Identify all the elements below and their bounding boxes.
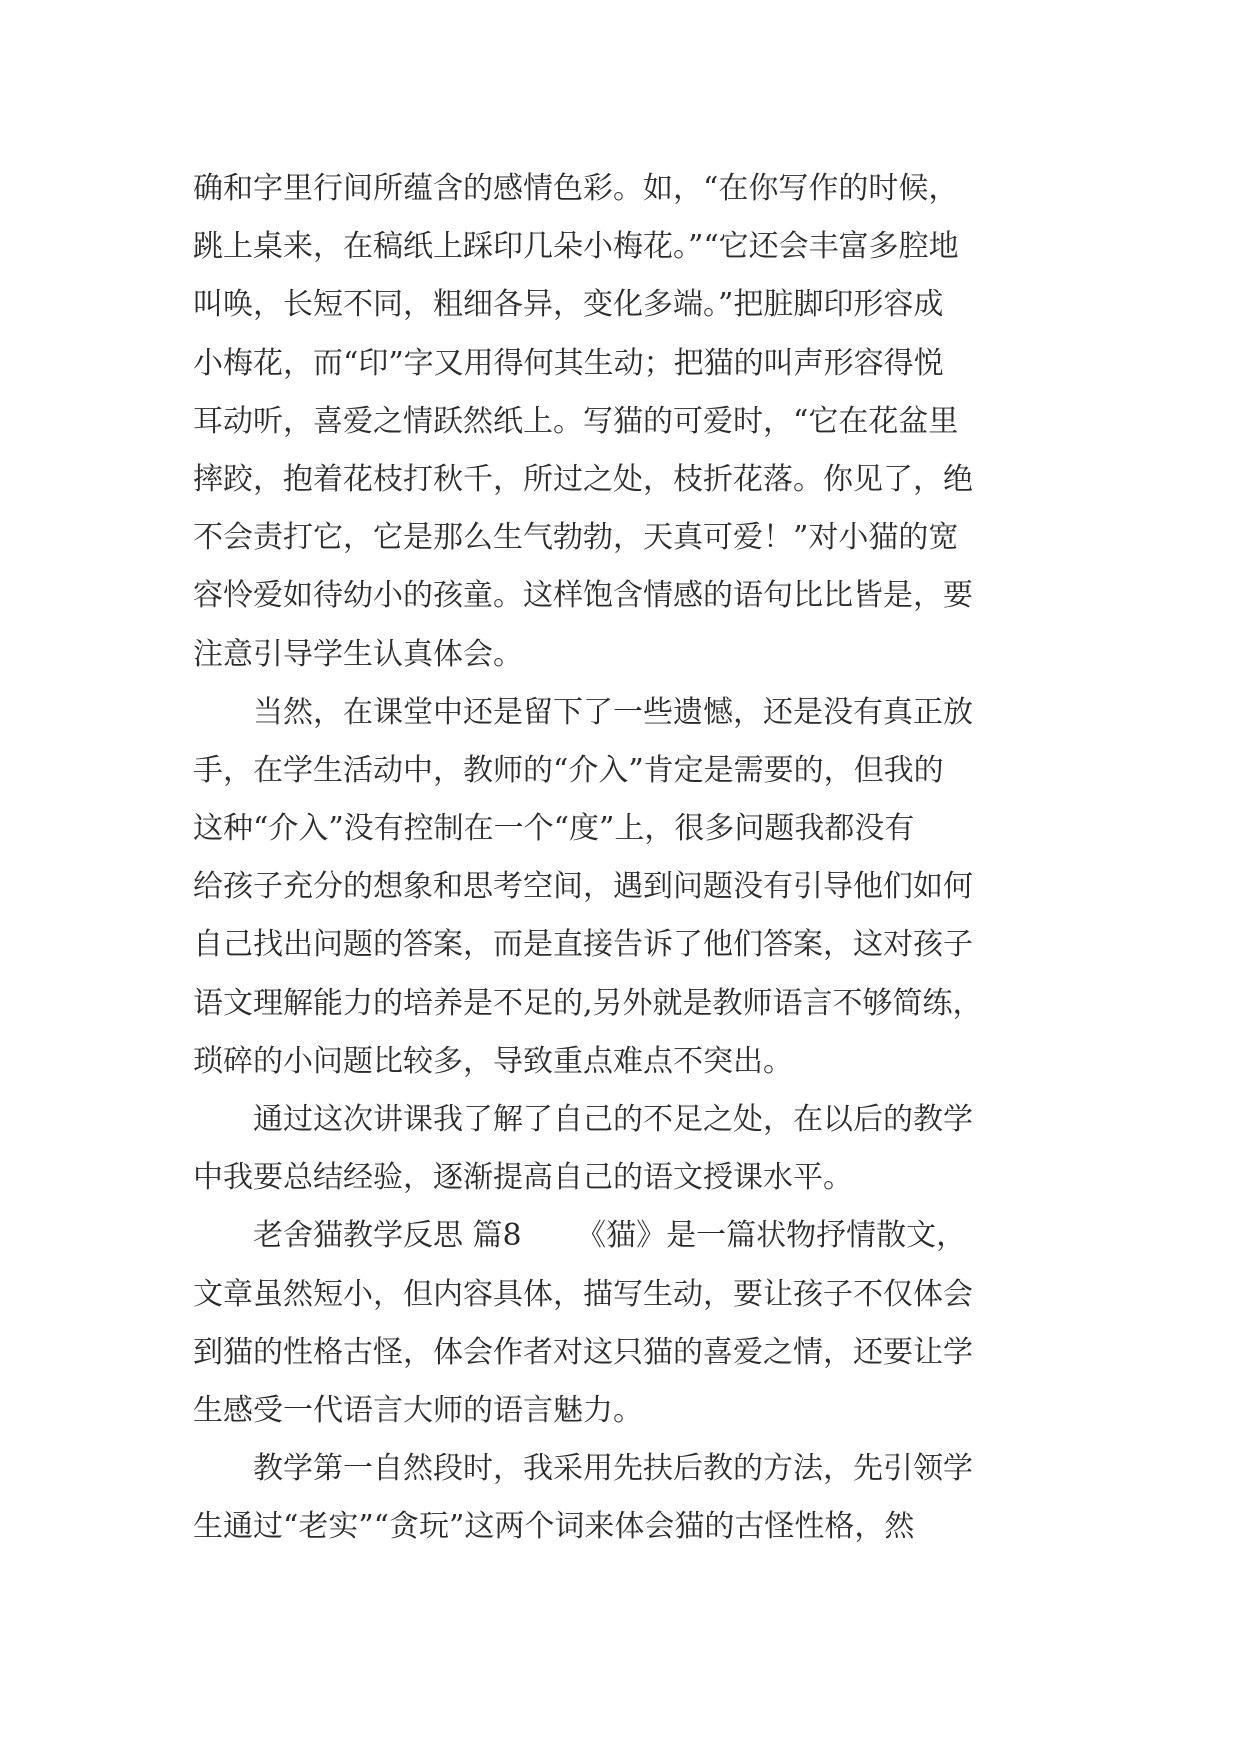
text-line: 教学第一自然段时，我采用先扶后教的方法，先引领学 [193,1451,973,1487]
text-line: 注意引导学生认真体会。 [193,636,523,672]
text-line: 生通过“老实”“贪玩”这两个词来体会猫的古怪性格，然 [193,1509,915,1545]
text-line: 通过这次讲课我了解了自己的不足之处，在以后的教学 [193,1102,973,1137]
text-line: 文章虽然短小，但内容具体，描写生动，要让孩子不仅体会 [193,1276,973,1312]
text-line: 琐碎的小问题比较多，导致重点难点不突出。 [193,1043,793,1079]
text-line: 容怜爱如待幼小的孩童。这样饱含情感的语句比比皆是，要 [193,578,973,614]
text-line: 确和字里行间所蕴含的感情色彩。如，“在你写作的时候， [193,171,959,206]
text-line: 不会责打它，它是那么生气勃勃，天真可爱！”对小猫的宽 [193,520,959,556]
text-line: 跳上桌来，在稿纸上踩印几朵小梅花。”“它还会丰富多腔地 [193,229,959,265]
text-line: 语文理解能力的培养是不足的,另外就是教师语言不够简练， [193,985,983,1021]
text-line: 老舍猫教学反思 篇8 《猫》是一篇状物抒情散文， [193,1218,967,1254]
text-line: 到猫的性格古怪，体会作者对这只猫的喜爱之情，还要让学 [193,1334,973,1370]
text-line: 耳动听，喜爱之情跃然纸上。写猫的可爱时，“它在花盆里 [193,403,959,439]
text-line: 摔跤，抱着花枝打秋千，所过之处，枝折花落。你见了，绝 [193,461,973,497]
text-line: 自己找出问题的答案，而是直接告诉了他们答案，这对孩子 [193,927,973,963]
text-line: 叫唤，长短不同，粗细各异，变化多端。”把脏脚印形容成 [193,287,944,323]
text-line: 给孩子充分的想象和思考空间，遇到问题没有引导他们如何 [193,869,973,905]
text-line: 小梅花，而“印”字又用得何其生动；把猫的叫声形容得悦 [193,345,944,381]
text-line: 这种“介入”没有控制在一个“度”上，很多问题我都没有 [193,811,915,847]
text-line: 手，在学生活动中，教师的“介入”肯定是需要的，但我的 [193,752,944,788]
text-line: 当然，在课堂中还是留下了一些遗憾，还是没有真正放 [193,694,973,730]
text-line: 生感受一代语言大师的语言魅力。 [193,1392,643,1428]
body-text [193,160,1073,1557]
text-line: 中我要总结经验，逐渐提高自己的语文授课水平。 [193,1160,853,1196]
